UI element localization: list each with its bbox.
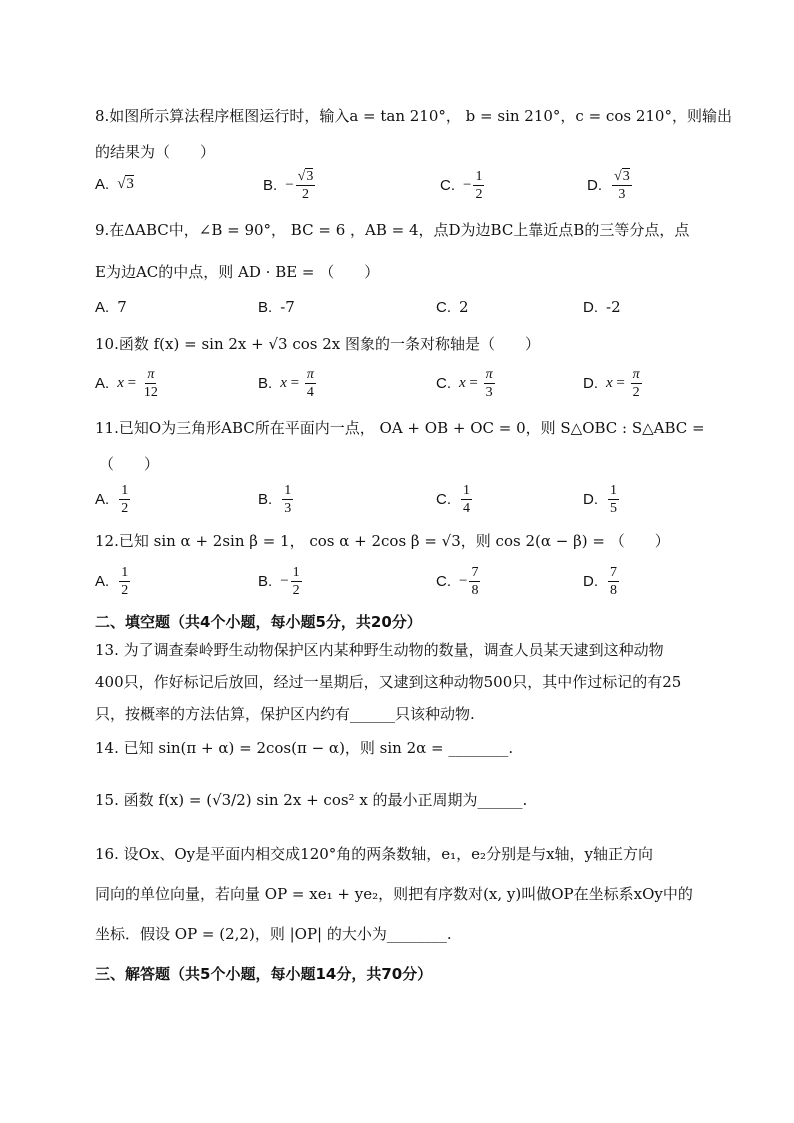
option-label: A. [95,176,110,193]
option-label: D. [583,491,598,508]
option-value: -7 [280,298,295,316]
option-value: 7 [117,298,127,316]
q9-stem-line2: E为边AC的中点，则 AD · BE = （ ） [95,263,380,281]
option-label: A. [95,375,110,392]
option-label: C. [436,375,451,392]
option-label: D. [583,298,598,316]
q11-stem-line1: 11.已知O为三角形ABC所在平面内一点， OA + OB + OC = 0，则 S△OBC : S△ABC = [95,419,705,437]
option-label: B. [263,177,278,194]
option-label: C. [436,491,451,508]
q12-option-a: A. $\frac{1}{2}$ [95,565,129,598]
option-label: B. [258,298,273,316]
option-label: B. [258,491,273,508]
q13-stem-line3: 只，按概率的方法估算，保护区内约有______只该种动物. [95,705,475,723]
option-label: D. [583,375,598,392]
q13-stem-line1: 13. 为了调查秦岭野生动物保护区内某种野生动物的数量，调查人员某天逮到这种动物 [95,641,664,659]
q11-option-b: B. $\frac{1}{3}$ [258,483,292,516]
q9-option-b [258,298,295,316]
option-value: -2 [606,298,621,316]
q15-stem: 15. 函数 f(x) = (√3/2) sin 2x + cos² x 的最小正周期为______. [95,791,528,809]
q11-stem-line2: （ ） [99,455,160,473]
q11-option-a: A. $\frac{1}{2}$ [95,483,129,516]
q12-stem: 12.已知 sin α + 2sin β = 1， cos α + 2cos β = √3，则 cos 2(α − β) = （ ） [95,532,670,550]
section-heading-fill-in: 二、填空题（共4个小题，每小题5分，共20分） [95,613,422,631]
option-value: 2 [459,298,469,316]
q8-option-c: C. − $\frac{1}{2}$ [440,169,483,202]
q14-stem: 14. 已知 sin(π + α) = 2cos(π − α)，则 sin 2α = ________. [95,739,514,757]
q9-option-d [583,298,621,316]
option-label: A. [95,573,110,590]
q8-option-a: A. √3 [95,176,134,193]
q12-option-d: D. $\frac{7}{8}$ [583,565,617,598]
q10-option-a: A. x = $\frac{\pi}{12}$ [95,367,158,400]
option-label: C. [436,573,451,590]
q8-stem-line2: 的结果为（ ） [95,143,216,161]
q11-option-d: D. $\frac{1}{5}$ [583,483,617,516]
q9-stem-line1: 9.在ΔABC中，∠B = 90°， BC = 6 ，AB = 4，点D为边BC上靠近点B的三等分点，点 [95,221,690,239]
q16-stem-line1: 16. 设Ox、Oy是平面内相交成120°角的两条数轴，e₁，e₂分别是与x轴，y轴正方向 [95,845,653,863]
q10-option-b: B. x = $\frac{\pi}{4}$ [258,367,314,400]
option-label: A. [95,491,110,508]
section-heading-solutions: 三、解答题（共5个小题，每小题14分，共70分） [95,965,433,983]
option-label: C. [436,298,451,316]
q12-option-b: B. − $\frac{1}{2}$ [258,565,300,598]
q16-stem-line2: 同向的单位向量，若向量 OP = xe₁ + ye₂，则把有序数对(x, y)叫做OP在坐标系xOy中的 [95,885,693,903]
q8-option-b: B. − $\frac{√3}{2}$ [263,169,314,202]
q9-option-c [436,298,469,316]
option-label: A. [95,298,110,316]
q8-stem-line1: 8.如图所示算法程序框图运行时，输入a = tan 210°， b = sin 210°，c = cos 210°，则输出 [95,107,732,125]
q10-option-c: C. x = $\frac{\pi}{3}$ [436,367,493,400]
q9-option-a [95,298,127,316]
option-label: B. [258,375,273,392]
option-label: B. [258,573,273,590]
q16-stem-line3: 坐标．假设 OP = (2,2)，则 |OP| 的大小为________. [95,925,452,943]
q10-option-d: D. x = $\frac{\pi}{2}$ [583,367,640,400]
q11-option-c: C. $\frac{1}{4}$ [436,483,470,516]
q13-stem-line2: 400只，作好标记后放回，经过一星期后，又逮到这种动物500只，其中作过标记的有25 [95,673,682,691]
q8-option-d: D. $\frac{√3}{3}$ [587,169,630,202]
option-label: C. [440,177,455,194]
q12-option-c: C. − $\frac{7}{8}$ [436,565,479,598]
q10-stem: 10.函数 f(x) = sin 2x + √3 cos 2x 图象的一条对称轴是（ ） [95,335,541,353]
option-label: D. [583,573,598,590]
option-label: D. [587,177,602,194]
